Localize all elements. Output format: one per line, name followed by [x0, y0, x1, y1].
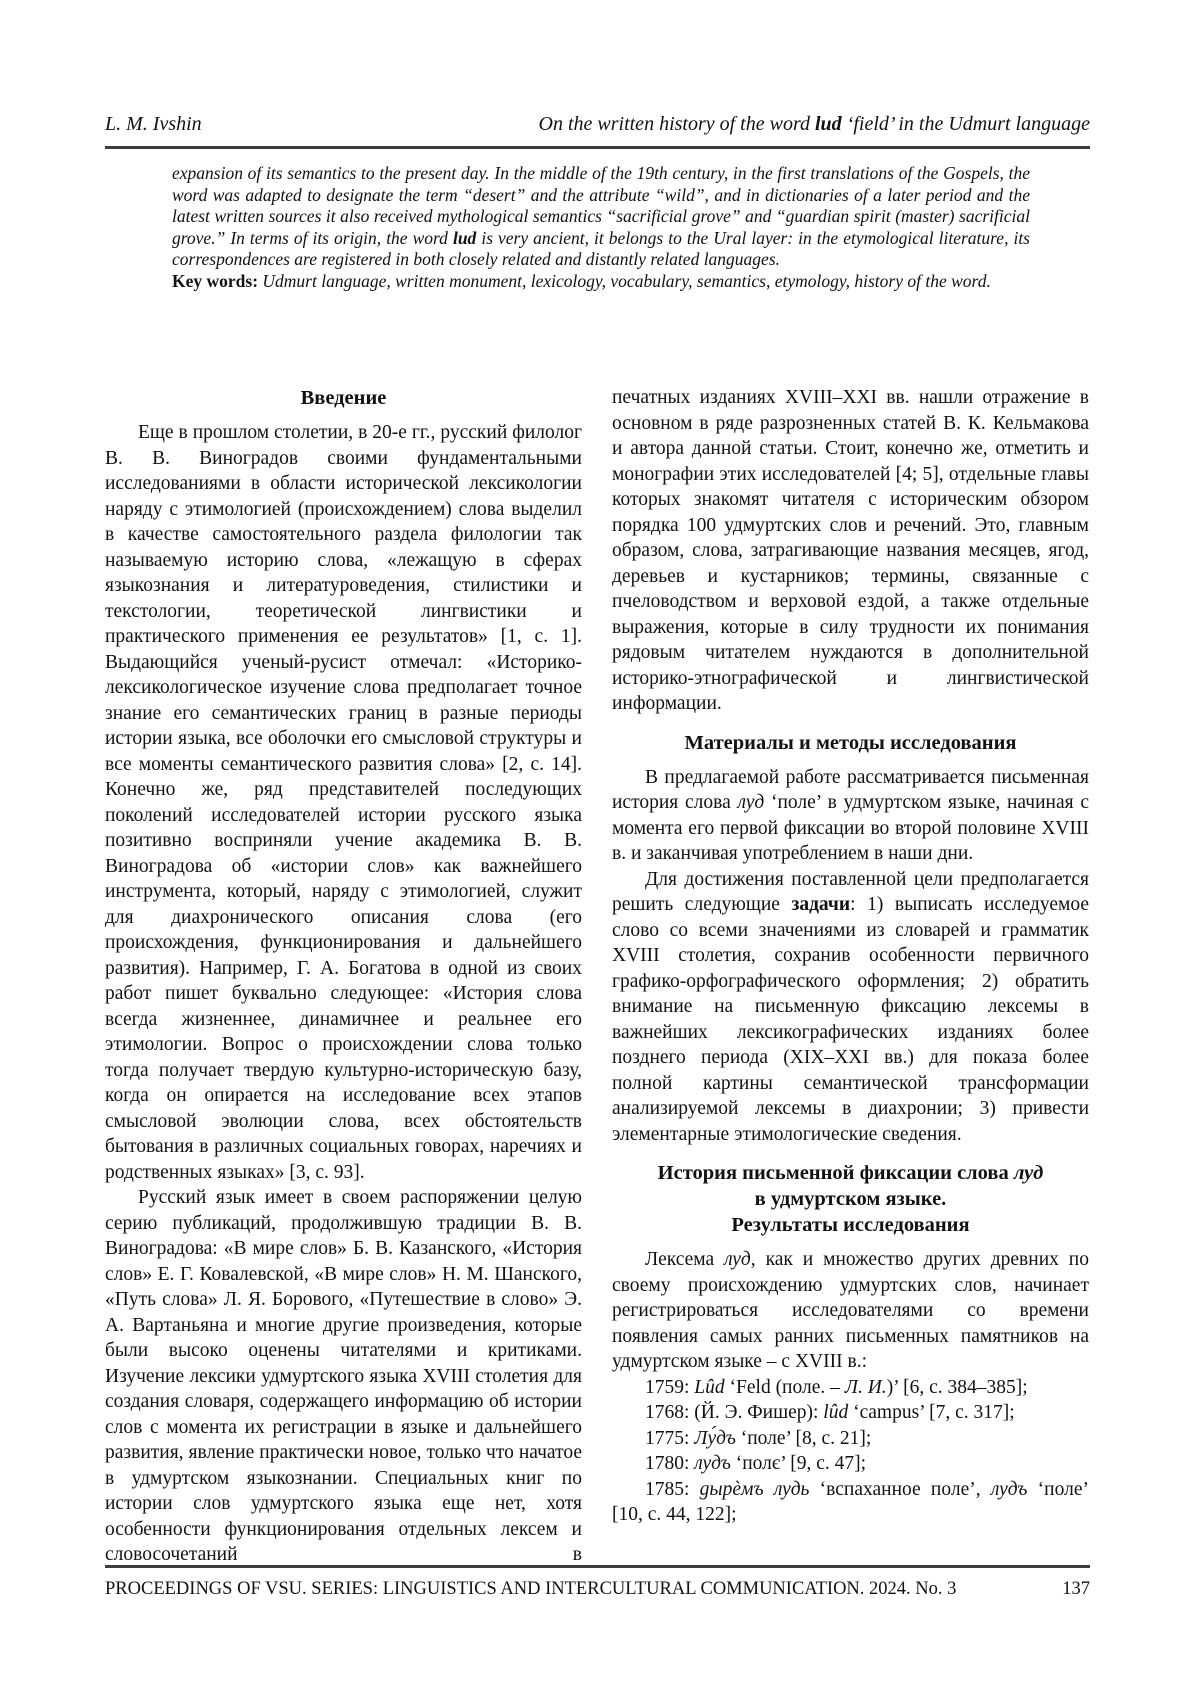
text-run: луд — [724, 1249, 751, 1270]
text-run: lûd — [823, 1402, 849, 1423]
journal-name: PROCEEDINGS OF VSU. SERIES: LINGUISTICS AND INTERCULTURAL COMMUNICATION. 2024. No. 3 — [105, 1579, 957, 1599]
text-run: Lûd — [694, 1376, 725, 1398]
article-title — [539, 111, 1090, 137]
text-columns — [105, 385, 1090, 1563]
text-run: Key words: — [172, 270, 263, 291]
page-number: 137 — [1062, 1579, 1090, 1599]
text-run: История письменной фиксации слова — [657, 1162, 1014, 1184]
footer-rule — [105, 1565, 1090, 1568]
text-run: Материалы и методы исследования — [684, 731, 1017, 754]
text-run: луд — [737, 792, 765, 813]
text-run: Результаты исследования — [731, 1214, 970, 1236]
text-run: ‘полє’ [9, с. 47]; — [730, 1453, 867, 1474]
running-header — [105, 111, 1090, 137]
text-run: 1759: — [645, 1376, 695, 1398]
text-run: Лексема — [645, 1249, 725, 1270]
text-run: задачи — [791, 894, 851, 915]
text-run: ‘field’ in the Udmurt language — [841, 113, 1090, 135]
text-run: лудъ — [990, 1478, 1028, 1500]
text-run: в удмуртском языке. — [754, 1188, 947, 1210]
paragraph — [612, 1451, 1089, 1477]
paragraph — [612, 1477, 1089, 1528]
paragraph — [612, 1375, 1089, 1401]
paragraph — [612, 1400, 1089, 1426]
text-run: Лу́дъ — [694, 1427, 736, 1449]
paragraph — [612, 385, 1089, 717]
left-column — [105, 385, 582, 1563]
paragraph — [612, 765, 1089, 867]
text-run: Для достижения поставленной цели предполагается решить следующие — [612, 868, 1089, 915]
right-column — [612, 385, 1089, 1563]
text-run: 1785: — [645, 1478, 700, 1500]
text-run: 1780: — [645, 1453, 695, 1474]
section-heading — [612, 1160, 1089, 1238]
text-run: expansion of its semantics to the present day. In the middle of the 19th century, in the first translations of the Gospels, the word was adapted to designate the term “desert” and the attribute “wild”, and in dictionaries of a later period and the latest written sources it also received mythological semantics “sacrificial grove” and “guardian spirit (master) sacrificial grove.” In terms of its origin, the word — [172, 163, 1030, 248]
text-run: ‘поле’ [10, с. 44, 122]; — [612, 1478, 1089, 1525]
text-run: lud — [815, 113, 842, 135]
text-run: Еще в прошлом столетии, в 20-е гг., русский филолог В. В. Виноградов своими фундаментальными исследованиями в области исторической лексикологии наряду с этимологией (происхождением) слова выделил в качестве самостоятельного раздела филологии так называемую историю слова, «лежащую в сферах языкознания и литературоведения, стилистики и текстологии, теоретической лингвистики и практического применения ее результатов» [1, с. 1]. Выдающийся ученый-русист отмечал: «Историко-лексикологическое изучение слова предполагает точное знание его семантических границ в разные периоды истории языка, все оболочки его смысловой структуры и все моменты семантического развития слова» [2, с. 14]. Конечно же, ряд представителей последующих поколений исследователей истории русского языка позитивно восприняли учение академика В. В. Виноградова об «истории слов» как важнейшего инструмента, который, наряду с этимологией, служит для диахронического описания слова (его происхождения, функционирования и дальнейшего развития). Например, Г. А. Богатова в одной из своих работ пишет буквально следующее: «История слова всегда жизненнее, динамичнее и реальнее его этимологии. Вопрос о происхождении слова только тогда получает твердую культурно-историческую базу, когда он опирается на исследование всех этапов смысловой эволюции слова, всех обстоятельств бытования в различных социальных говорах, наречиях и родственных языках» [3, с. 93]. — [105, 422, 582, 1183]
text-run: 1775: — [645, 1427, 695, 1449]
text-run: , как и множество других древних по своему происхождению удмуртских слов, начинает регистрироваться исследователями со времени появления самых ранних письменных памятников на удмуртском языке – с XVIII в.: — [612, 1249, 1089, 1372]
text-run: ‘поле’ [8, с. 21]; — [735, 1427, 872, 1449]
keywords-line — [172, 271, 1030, 293]
paragraph — [612, 1247, 1089, 1375]
text-run: On the written history of the word — [538, 113, 815, 135]
text-run: is very ancient, it belongs to the Ural layer: in the etymological literature, its correspondences are registered in both closely related and distantly related languages. — [172, 227, 1030, 270]
section-heading — [105, 385, 582, 411]
paragraph — [612, 867, 1089, 1148]
text-run: ‘campus’ [7, с. 317]; — [848, 1402, 1015, 1423]
text-run: лудъ — [694, 1453, 731, 1474]
abstract-text — [172, 163, 1030, 271]
text-run: Л. И. — [844, 1376, 887, 1398]
header-rule — [105, 146, 1090, 149]
paragraph — [105, 1185, 582, 1563]
section-heading — [612, 730, 1089, 756]
paragraph — [105, 420, 582, 1185]
paragraph — [612, 1426, 1089, 1452]
text-run: луд — [1013, 1162, 1044, 1184]
text-run: ‘поле’ в удмуртском языке, начиная с момента его первой фиксации во второй половине XVIII в. и заканчивая употреблением в наши дни. — [612, 792, 1089, 864]
text-run: Udmurt language, written monument, lexicology, vocabulary, semantics, etymology, history of the word. — [262, 270, 991, 291]
text-run: В предлагаемой работе рассматривается письменная история слова — [612, 766, 1089, 813]
text-run: ‘вспаханное поле’, — [809, 1478, 991, 1500]
text-run: gырѐмъ лудь — [699, 1478, 810, 1500]
text-run: Введение — [300, 387, 387, 409]
text-run: ‘Feld (поле. – — [724, 1376, 845, 1398]
author-name: L. M. Ivshin — [105, 113, 202, 135]
text-run: : 1) выписать исследуемое слово со всеми значениями из словарей и грамматик XVIII столетия, сохранив особенности первичного графико-орфографического оформления; 2) обратить внимание на письменную фиксацию лексемы в важнейших лексикографических изданиях более позднего периода (XIX–XXI вв.) для показа более полной картины семантической трансформации анализируемой лексемы в диахронии; 3) привести элементарные этимологические сведения. — [612, 894, 1089, 1145]
page-footer — [105, 1577, 1090, 1601]
text-run: Русский язык имеет в своем распоряжении целую серию публикаций, продолжившую традиции В. В. Виноградова: «В мире слов» Б. В. Казанского, «История слов» Е. Г. Ковалевской, «В мире слов» Н. М. Шанского, «Путь слова» Л. Я. Борового, «Путешествие в слово» Э. А. Вартаньяна и многие другие произведения, которые были высоко оценены читателями и критиками. Изучение лексики удмуртского языка XVIII столетия для создания словаря, содержащего информацию об истории слов с момента их регистрации в языке и дальнейшего развития, явление практически новое, только что начатое в удмуртском языкознании. Специальных книг по истории слов удмуртского языка еще нет, хотя особенности функционирования отдельных лексем и словосочетаний в — [105, 1187, 582, 1563]
text-run: )’ [6, с. 384–385]; — [886, 1376, 1028, 1398]
text-run: печатных изданиях XVIII–XXI вв. нашли отражение в основном в ряде разрозненных статей В. К. Кельмакова и автора данной статьи. Стоит, конечно же, отметить и монографии этих исследователей [4; 5], отдельные главы которых знакомят читателя с историческим обзором порядка 100 удмуртских слов и речений. Это, главным образом, слова, затрагивающие названия месяцев, ягод, деревьев и кустарников; термины, связанные с пчеловодством и верховой ездой, а также отдельные выражения, которые в силу трудности их понимания рядовым читателем нуждаются в дополнительной историко-этнографической и лингвистической информации. — [612, 387, 1089, 714]
text-run: 1768: (Й. Э. Фишер): — [645, 1402, 824, 1423]
text-run: lud — [452, 227, 477, 248]
abstract-block — [172, 163, 1030, 293]
